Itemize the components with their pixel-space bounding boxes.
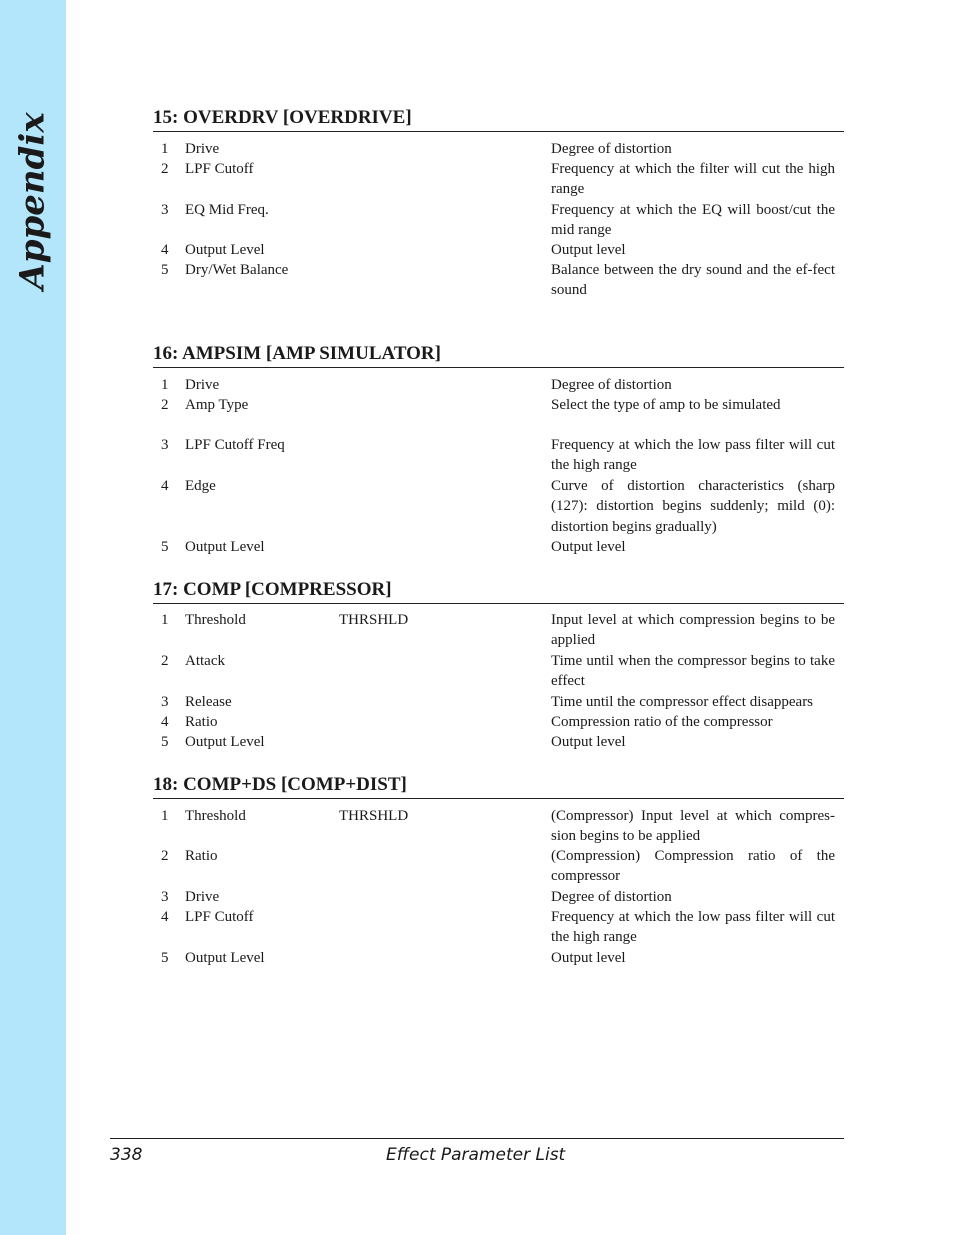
param-description: Time until the compressor effect disappears	[551, 694, 814, 710]
param-number: 3	[161, 437, 169, 453]
param-name: Threshold	[185, 808, 246, 824]
param-name: Drive	[185, 377, 220, 393]
param-description: Select the type of amp to be simulated	[551, 397, 781, 413]
param-number: 1	[161, 612, 169, 628]
param-description: Degree of distortion	[551, 141, 672, 157]
param-name: Drive	[185, 889, 220, 905]
param-number: 4	[161, 242, 169, 258]
section-title: 18: COMP+DS [COMP+DIST]	[153, 774, 844, 799]
param-description: Frequency at which the low pass filter will cut the high range	[551, 909, 835, 946]
param-description: Compression ratio of the compressor	[551, 714, 773, 730]
param-description: Frequency at which the low pass filter will cut the high range	[551, 437, 835, 474]
param-name: Attack	[185, 653, 225, 669]
param-number: 4	[161, 714, 169, 730]
param-description: Degree of distortion	[551, 377, 672, 393]
section-title: 15: OVERDRV [OVERDRIVE]	[153, 107, 844, 132]
param-number: 1	[161, 141, 169, 157]
param-name: LPF Cutoff	[185, 909, 254, 925]
sidebar-label-text: Appendix	[13, 111, 53, 290]
param-name: Edge	[185, 478, 216, 494]
param-name: Amp Type	[185, 397, 249, 413]
param-number: 5	[161, 950, 169, 966]
section-title: 17: COMP [COMPRESSOR]	[153, 579, 844, 604]
param-name: Output Level	[185, 242, 265, 258]
param-name: LPF Cutoff Freq	[185, 437, 285, 453]
sidebar-label	[13, 111, 53, 290]
footer-divider	[110, 1138, 844, 1139]
section-title: 16: AMPSIM [AMP SIMULATOR]	[153, 343, 844, 368]
param-description: Frequency at which the filter will cut the high range	[551, 161, 835, 198]
param-name: Output Level	[185, 734, 265, 750]
param-name: Dry/Wet Balance	[185, 262, 289, 278]
param-abbreviation: THRSHLD	[339, 808, 409, 824]
param-name: Ratio	[185, 714, 218, 730]
param-name: Drive	[185, 141, 220, 157]
param-name: EQ Mid Freq.	[185, 202, 269, 218]
param-name: Threshold	[185, 612, 246, 628]
param-number: 2	[161, 653, 169, 669]
param-number: 1	[161, 808, 169, 824]
param-number: 3	[161, 694, 169, 710]
param-name: LPF Cutoff	[185, 161, 254, 177]
param-number: 2	[161, 161, 169, 177]
param-number: 1	[161, 377, 169, 393]
page-number: 338	[110, 1145, 143, 1165]
param-description: Input level at which compression begins to be applied	[551, 612, 835, 649]
param-description: Output level	[551, 242, 626, 258]
param-number: 5	[161, 262, 169, 278]
param-name: Ratio	[185, 848, 218, 864]
param-number: 3	[161, 889, 169, 905]
param-number: 4	[161, 909, 169, 925]
param-description: Curve of distortion characteristics (sharp (127): distortion begins suddenly; mild (0): distortion begins gradually)	[551, 478, 835, 535]
param-name: Output Level	[185, 950, 265, 966]
param-number: 5	[161, 734, 169, 750]
param-description: Output level	[551, 734, 626, 750]
param-description: (Compression) Compression ratio of the compressor	[551, 848, 835, 885]
param-description: Balance between the dry sound and the ef-fect sound	[551, 262, 835, 299]
param-description: Output level	[551, 950, 626, 966]
param-name: Output Level	[185, 539, 265, 555]
param-description: (Compressor) Input level at which compres-sion begins to be applied	[551, 808, 835, 845]
param-description: Output level	[551, 539, 626, 555]
param-description: Degree of distortion	[551, 889, 672, 905]
param-number: 2	[161, 397, 169, 413]
param-number: 2	[161, 848, 169, 864]
param-abbreviation: THRSHLD	[339, 612, 409, 628]
param-number: 4	[161, 478, 169, 494]
param-description: Time until when the compressor begins to take effect	[551, 653, 835, 690]
footer-title: Effect Parameter List	[386, 1145, 566, 1165]
param-description: Frequency at which the EQ will boost/cut the mid range	[551, 202, 835, 239]
param-number: 5	[161, 539, 169, 555]
param-number: 3	[161, 202, 169, 218]
param-name: Release	[185, 694, 232, 710]
